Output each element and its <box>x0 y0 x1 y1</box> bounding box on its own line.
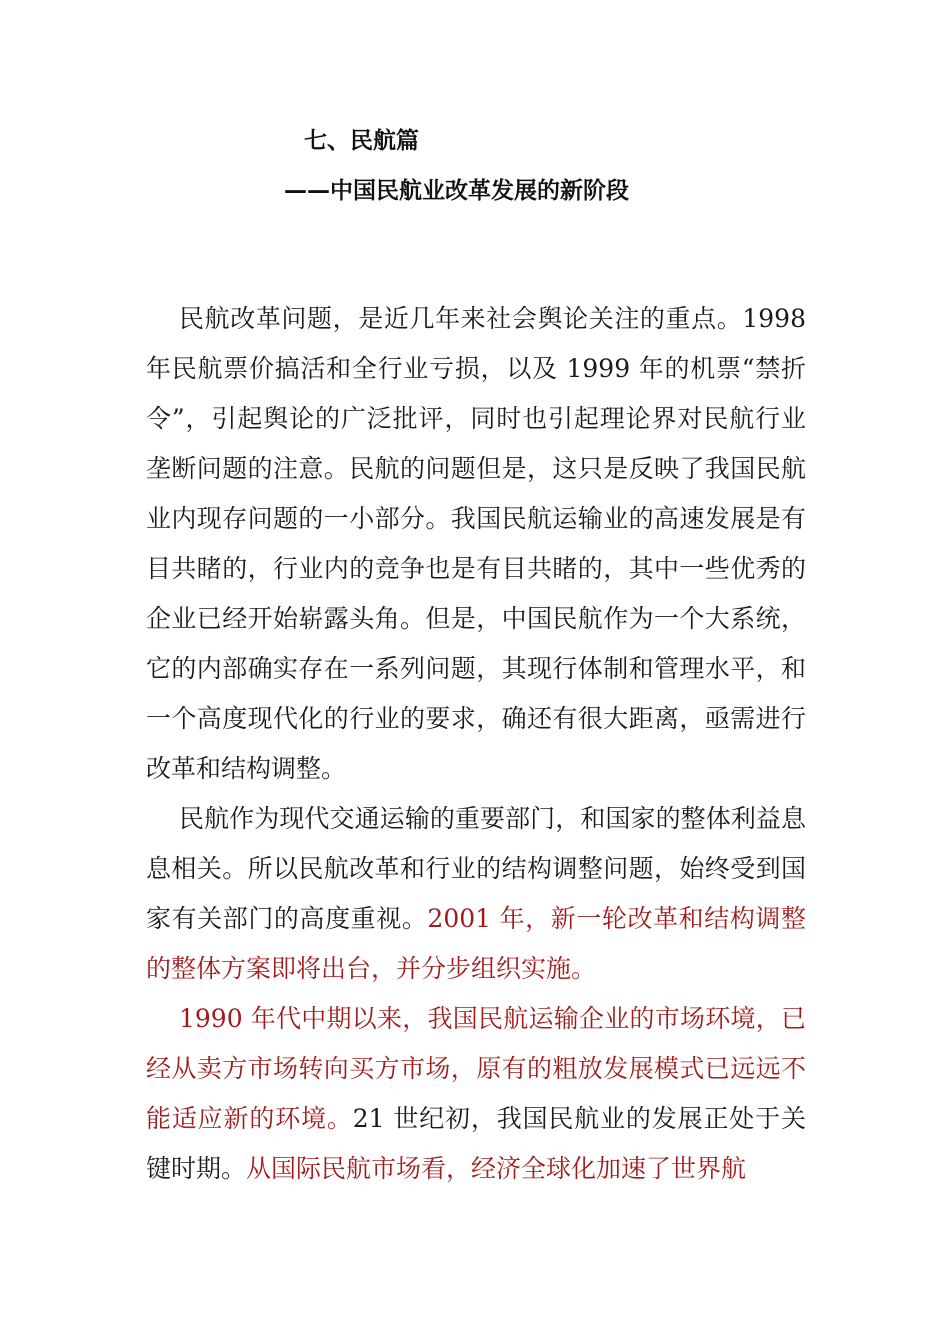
body-text <box>146 294 806 1194</box>
chapter-subtitle: ——中国民航业改革发展的新阶段 <box>284 178 629 204</box>
paragraph-3-text: 21 世纪初，我国民航业的发展正处于关键时期。 <box>146 1104 806 1183</box>
chapter-title: 七、民航篇 <box>304 128 419 154</box>
paragraph-3-highlight-1: 1990 年代中期以来，我国民航运输企业的市场环境，已经从卖方市场转向买方市场，原有的粗放发展模式已远远不能适应新的环境。 <box>146 1004 806 1133</box>
paragraph-2 <box>146 794 806 994</box>
paragraph-3 <box>146 994 806 1194</box>
paragraph-2-highlight: 2001 年，新一轮改革和结构调整的整体方案即将出台，并分步组织实施。 <box>146 904 806 983</box>
paragraph-2-text: 民航作为现代交通运输的重要部门，和国家的整体利益息息相关。所以民航改革和行业的结构调整问题，始终受到国家有关部门的高度重视。 <box>146 804 806 933</box>
paragraph-1-text: 民航改革问题，是近几年来社会舆论关注的重点。1998年民航票价搞活和全行业亏损，以及 1999 年的机票“禁折令”，引起舆论的广泛批评，同时也引起理论界对民航行业垄断问题的注意。民航的问题但是，这只是反映了我国民航业内现存问题的一小部分。我国民航运输业的高速发展是有目共睹的，行业内的竞争也是有目共睹的，其中一些优秀的企业已经开始崭露头角。但是，中国民航作为一个大系统，它的内部确实存在一系列问题，其现行体制和管理水平，和一个高度现代化的行业的要求，确还有很大距离，亟需进行改革和结构调整。 <box>146 304 806 783</box>
paragraph-3-highlight-2: 从国际民航市场看，经济全球化加速了世界航 <box>246 1154 747 1183</box>
paragraph-1 <box>146 294 806 794</box>
